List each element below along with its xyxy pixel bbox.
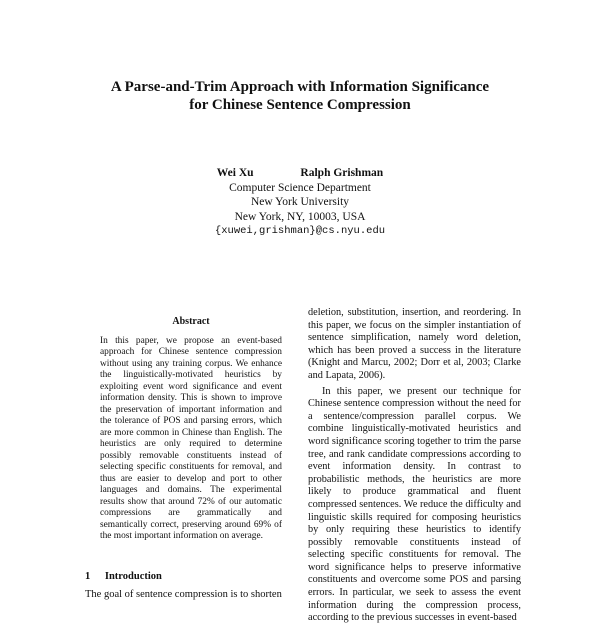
affiliation-dept: Computer Science Department — [229, 181, 371, 194]
right-paragraph-2: In this paper, we present our technique for Chinese sentence compression without the need for a sentence/compression parallel corpus. We combine linguistically-motivated heuristics and word significance scoring together to trim the parse tree, and rank candidate compressions according to event information density. In contrast to probabilistic methods, the heuristics are more likely to produce grammatical and fluent compressed sentences. We reduce the difficulty and linguistic skills required for composing heuristics by only requiring these heuristics to identify possibly removable constituents instead of selecting specific constituents for removal. The word significance helps to preserve informative constituents and overcome some POS and parsing errors. In particular, we seek to assess the event information during the compression process, according to the previous successes in event-based — [308, 385, 521, 624]
paper-title — [0, 78, 600, 114]
author-2: Ralph Grishman — [300, 167, 384, 179]
author-1: Wei Xu — [216, 167, 254, 179]
section-number: 1 — [85, 571, 91, 582]
intro-first-line: The goal of sentence compression is to shorten — [85, 589, 282, 600]
abstract-heading: Abstract — [172, 316, 210, 327]
author-block — [0, 166, 600, 239]
affiliation-univ: New York University — [250, 196, 350, 208]
section-title: Introduction — [104, 571, 162, 582]
right-column — [308, 307, 521, 628]
abstract-body: In this paper, we propose an event-based approach for Chinese sentence compression without using any training corpus. We enhance the linguistically-motivated heuristics by exploiting event word significance and event information density. This is shown to improve the preservation of important information and the tolerance of POS and parsing errors, which are more common in Chinese than English. The heuristics are only required to determine possibly removable constituents instead of selecting specific constituents for removal, and thus are easier to develop and port to other languages and domains. The experimental results show that around 72% of our automatic compressions are grammatically and semantically correct, preserving around 69% of the most important information on average. — [100, 335, 282, 541]
title-line-2: for Chinese Sentence Compression — [189, 97, 411, 113]
author-email: {xuwei,grishman}@cs.nyu.edu — [214, 225, 386, 237]
right-paragraph-1: deletion, substitution, insertion, and reordering. In this paper, we focus on the simpler instantiation of sentence simplification, namely word deletion, which has been proved a success in the literature (Knight and Marcu, 2002; Dorr et al, 2003; Clarke and Lapata, 2006). — [308, 307, 521, 381]
title-line-1: A Parse-and-Trim Approach with Information Significance — [110, 79, 490, 95]
abstract — [100, 316, 282, 543]
author-names — [0, 166, 600, 181]
affiliation-city: New York, NY, 10003, USA — [234, 210, 366, 223]
section-heading — [85, 571, 162, 582]
